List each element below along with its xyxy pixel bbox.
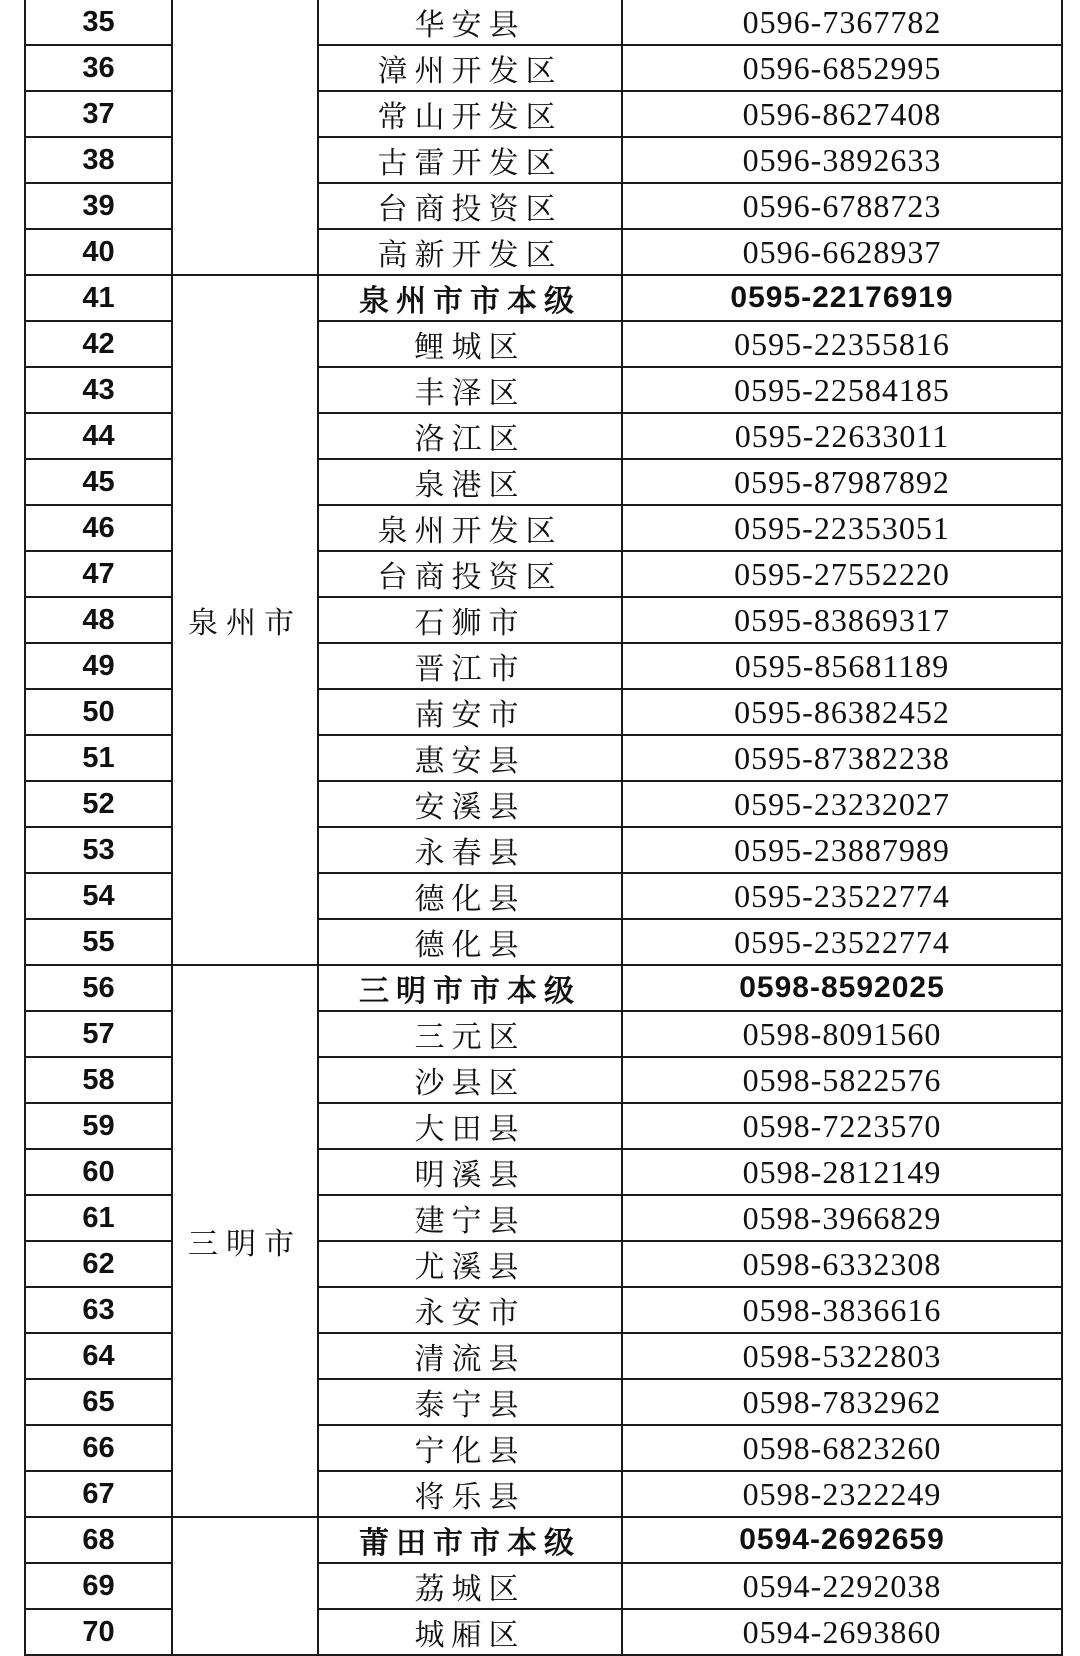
- row-index-cell: 40: [25, 229, 172, 275]
- phone-cell: 0595-22176919: [622, 275, 1062, 321]
- district-cell: 安溪县: [318, 781, 622, 827]
- district-cell: 泉港区: [318, 459, 622, 505]
- row-index-cell: 39: [25, 183, 172, 229]
- district-cell: 宁化县: [318, 1425, 622, 1471]
- row-index-cell: 54: [25, 873, 172, 919]
- phone-cell: 0595-87987892: [622, 459, 1062, 505]
- row-index-cell: 63: [25, 1287, 172, 1333]
- phone-cell: 0596-7367782: [622, 0, 1062, 45]
- district-cell: 漳州开发区: [318, 45, 622, 91]
- phone-cell: 0595-87382238: [622, 735, 1062, 781]
- district-cell: 德化县: [318, 873, 622, 919]
- row-index-cell: 43: [25, 367, 172, 413]
- district-cell: 清流县: [318, 1333, 622, 1379]
- phone-cell: 0596-6788723: [622, 183, 1062, 229]
- district-cell: 华安县: [318, 0, 622, 45]
- phone-cell: 0598-3966829: [622, 1195, 1062, 1241]
- row-index-cell: 51: [25, 735, 172, 781]
- phone-cell: 0595-86382452: [622, 689, 1062, 735]
- district-cell: 德化县: [318, 919, 622, 965]
- table-row: [25, 1517, 1062, 1563]
- table-body: [25, 0, 1062, 1655]
- district-cell: 建宁县: [318, 1195, 622, 1241]
- row-index-cell: 46: [25, 505, 172, 551]
- phone-cell: 0598-7832962: [622, 1379, 1062, 1425]
- phone-cell: 0596-8627408: [622, 91, 1062, 137]
- city-cell: 泉州市: [172, 275, 318, 965]
- contact-phone-table: [24, 0, 1063, 1656]
- city-cell: [172, 0, 318, 275]
- district-cell: 南安市: [318, 689, 622, 735]
- row-index-cell: 70: [25, 1609, 172, 1655]
- row-index-cell: 47: [25, 551, 172, 597]
- row-index-cell: 50: [25, 689, 172, 735]
- phone-cell: 0598-7223570: [622, 1103, 1062, 1149]
- district-cell: 泰宁县: [318, 1379, 622, 1425]
- city-cell: [172, 1517, 318, 1655]
- row-index-cell: 37: [25, 91, 172, 137]
- row-index-cell: 36: [25, 45, 172, 91]
- district-cell: 永春县: [318, 827, 622, 873]
- phone-cell: 0594-2292038: [622, 1563, 1062, 1609]
- table-row: [25, 965, 1062, 1011]
- district-cell: 大田县: [318, 1103, 622, 1149]
- phone-cell: 0598-6823260: [622, 1425, 1062, 1471]
- district-cell: 明溪县: [318, 1149, 622, 1195]
- district-cell: 三明市市本级: [318, 965, 622, 1011]
- phone-cell: 0598-3836616: [622, 1287, 1062, 1333]
- table-row: [25, 275, 1062, 321]
- phone-cell: 0598-8592025: [622, 965, 1062, 1011]
- district-cell: 三元区: [318, 1011, 622, 1057]
- district-cell: 泉州开发区: [318, 505, 622, 551]
- city-cell: 三明市: [172, 965, 318, 1517]
- phone-cell: 0595-83869317: [622, 597, 1062, 643]
- phone-cell: 0595-22584185: [622, 367, 1062, 413]
- district-cell: 荔城区: [318, 1563, 622, 1609]
- district-cell: 沙县区: [318, 1057, 622, 1103]
- phone-cell: 0598-5322803: [622, 1333, 1062, 1379]
- district-cell: 古雷开发区: [318, 137, 622, 183]
- row-index-cell: 62: [25, 1241, 172, 1287]
- table-row: [25, 0, 1062, 45]
- phone-cell: 0598-8091560: [622, 1011, 1062, 1057]
- district-cell: 台商投资区: [318, 551, 622, 597]
- row-index-cell: 44: [25, 413, 172, 459]
- district-cell: 莆田市市本级: [318, 1517, 622, 1563]
- district-cell: 鲤城区: [318, 321, 622, 367]
- district-cell: 台商投资区: [318, 183, 622, 229]
- phone-cell: 0595-85681189: [622, 643, 1062, 689]
- row-index-cell: 58: [25, 1057, 172, 1103]
- district-cell: 尤溪县: [318, 1241, 622, 1287]
- district-cell: 泉州市市本级: [318, 275, 622, 321]
- row-index-cell: 41: [25, 275, 172, 321]
- phone-cell: 0598-2812149: [622, 1149, 1062, 1195]
- district-cell: 高新开发区: [318, 229, 622, 275]
- phone-cell: 0595-23522774: [622, 919, 1062, 965]
- row-index-cell: 60: [25, 1149, 172, 1195]
- district-cell: 惠安县: [318, 735, 622, 781]
- district-cell: 将乐县: [318, 1471, 622, 1517]
- phone-cell: 0595-22355816: [622, 321, 1062, 367]
- row-index-cell: 48: [25, 597, 172, 643]
- district-cell: 晋江市: [318, 643, 622, 689]
- row-index-cell: 66: [25, 1425, 172, 1471]
- row-index-cell: 59: [25, 1103, 172, 1149]
- phone-cell: 0595-22633011: [622, 413, 1062, 459]
- phone-cell: 0594-2693860: [622, 1609, 1062, 1655]
- phone-cell: 0595-22353051: [622, 505, 1062, 551]
- row-index-cell: 61: [25, 1195, 172, 1241]
- phone-cell: 0595-23522774: [622, 873, 1062, 919]
- row-index-cell: 56: [25, 965, 172, 1011]
- row-index-cell: 57: [25, 1011, 172, 1057]
- row-index-cell: 49: [25, 643, 172, 689]
- district-cell: 石狮市: [318, 597, 622, 643]
- district-cell: 永安市: [318, 1287, 622, 1333]
- phone-cell: 0596-6852995: [622, 45, 1062, 91]
- phone-cell: 0598-6332308: [622, 1241, 1062, 1287]
- district-cell: 城厢区: [318, 1609, 622, 1655]
- row-index-cell: 65: [25, 1379, 172, 1425]
- row-index-cell: 68: [25, 1517, 172, 1563]
- row-index-cell: 38: [25, 137, 172, 183]
- district-cell: 丰泽区: [318, 367, 622, 413]
- row-index-cell: 69: [25, 1563, 172, 1609]
- row-index-cell: 45: [25, 459, 172, 505]
- row-index-cell: 53: [25, 827, 172, 873]
- row-index-cell: 55: [25, 919, 172, 965]
- district-cell: 洛江区: [318, 413, 622, 459]
- phone-cell: 0596-6628937: [622, 229, 1062, 275]
- row-index-cell: 67: [25, 1471, 172, 1517]
- phone-cell: 0598-2322249: [622, 1471, 1062, 1517]
- contact-phone-table-sheet: [24, 0, 1061, 1653]
- row-index-cell: 52: [25, 781, 172, 827]
- phone-cell: 0594-2692659: [622, 1517, 1062, 1563]
- row-index-cell: 64: [25, 1333, 172, 1379]
- phone-cell: 0595-23887989: [622, 827, 1062, 873]
- phone-cell: 0595-23232027: [622, 781, 1062, 827]
- phone-cell: 0596-3892633: [622, 137, 1062, 183]
- row-index-cell: 42: [25, 321, 172, 367]
- phone-cell: 0595-27552220: [622, 551, 1062, 597]
- row-index-cell: 35: [25, 0, 172, 45]
- phone-cell: 0598-5822576: [622, 1057, 1062, 1103]
- district-cell: 常山开发区: [318, 91, 622, 137]
